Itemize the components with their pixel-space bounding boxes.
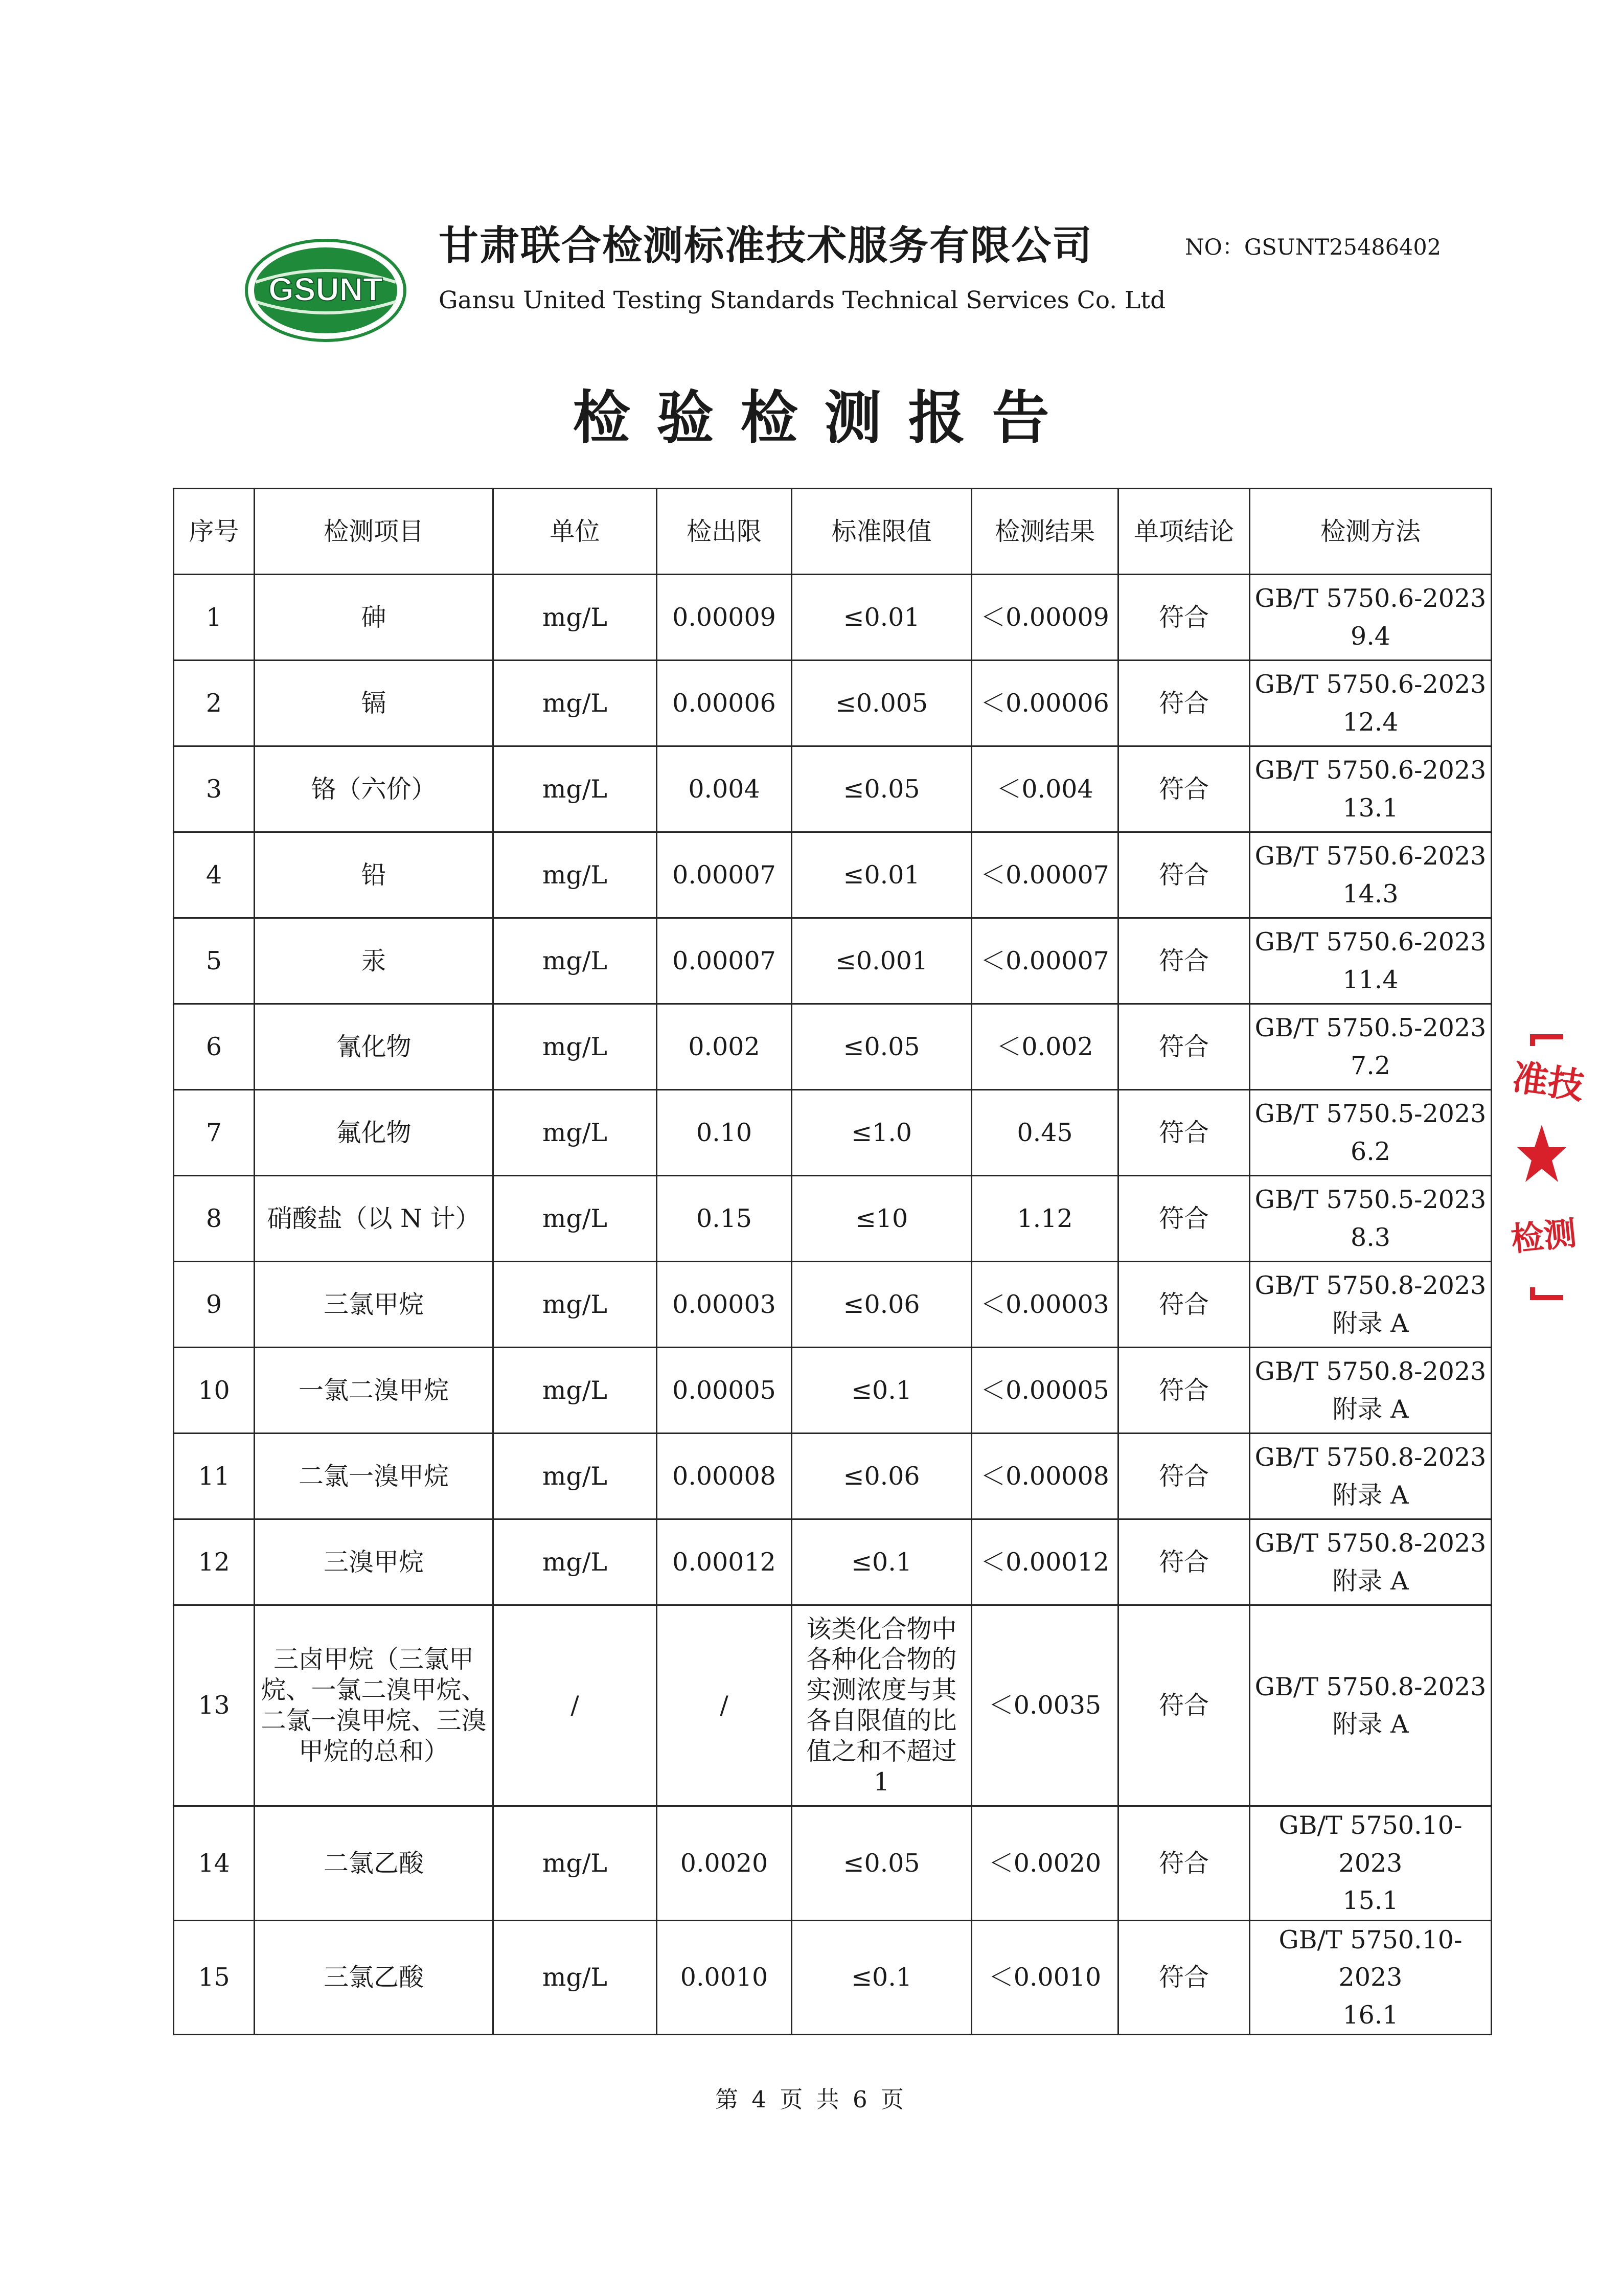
cell-no: 8	[174, 1176, 255, 1262]
cell-no: 14	[174, 1806, 255, 1921]
cell-limit: ≤0.01	[792, 575, 972, 661]
method-standard: GB/T 5750.6-2023	[1254, 670, 1487, 699]
cell-result: ＜0.0035	[972, 1605, 1118, 1806]
method-standard: GB/T 5750.8-2023	[1254, 1529, 1487, 1558]
cell-result: ＜0.004	[972, 746, 1118, 832]
method-clause: 12.4	[1342, 707, 1399, 737]
cell-conclusion: 符合	[1118, 575, 1250, 661]
cell-no: 3	[174, 746, 255, 832]
cell-limit: ≤0.05	[792, 746, 972, 832]
cell-method	[1250, 1176, 1492, 1262]
cell-method	[1250, 661, 1492, 746]
cell-unit: mg/L	[493, 1519, 657, 1605]
page-number: 第 4 页 共 6 页	[715, 2086, 907, 2113]
cell-no: 5	[174, 918, 255, 1004]
header-cell-lod: 检出限	[657, 489, 792, 575]
company-logo	[244, 238, 407, 343]
cell-conclusion: 符合	[1118, 746, 1250, 832]
header-cell-conclusion: 单项结论	[1118, 489, 1250, 575]
cell-conclusion: 符合	[1118, 1806, 1250, 1921]
cell-method	[1250, 1090, 1492, 1176]
cell-no: 1	[174, 575, 255, 661]
cell-item: 氰化物	[255, 1004, 493, 1090]
header-cell-limit: 标准限值	[792, 489, 972, 575]
method-clause: 6.2	[1351, 1136, 1390, 1166]
method-clause: 16.1	[1342, 2000, 1399, 2030]
cell-no: 7	[174, 1090, 255, 1176]
cell-method	[1250, 918, 1492, 1004]
cell-method	[1250, 1920, 1492, 2035]
cell-limit: ≤0.001	[792, 918, 972, 1004]
method-clause: 11.4	[1342, 965, 1399, 994]
cell-item: 硝酸盐（以 N 计）	[255, 1176, 493, 1262]
method-standard: GB/T 5750.10-2023	[1278, 1811, 1463, 1878]
method-standard: GB/T 5750.6-2023	[1254, 756, 1487, 785]
table-row	[174, 1176, 1492, 1262]
cell-limit: ≤0.06	[792, 1434, 972, 1519]
cell-lod: 0.00009	[657, 575, 792, 661]
cell-result: ＜0.00008	[972, 1434, 1118, 1519]
cell-method	[1250, 1519, 1492, 1605]
table-row	[174, 1348, 1492, 1434]
cell-result: ＜0.002	[972, 1004, 1118, 1090]
cell-method	[1250, 1605, 1492, 1806]
cell-method	[1250, 1434, 1492, 1519]
cell-conclusion: 符合	[1118, 1004, 1250, 1090]
cell-limit: ≤0.01	[792, 832, 972, 918]
table-row	[174, 918, 1492, 1004]
method-clause: 8.3	[1351, 1222, 1390, 1252]
table-header-row	[174, 489, 1492, 575]
cell-limit: ≤0.05	[792, 1806, 972, 1921]
cell-item: 二氯乙酸	[255, 1806, 493, 1921]
table-row	[174, 575, 1492, 661]
cell-method	[1250, 1806, 1492, 1921]
cell-method	[1250, 575, 1492, 661]
cell-unit: mg/L	[493, 832, 657, 918]
cell-unit: mg/L	[493, 1348, 657, 1434]
cell-conclusion: 符合	[1118, 1519, 1250, 1605]
cell-conclusion: 符合	[1118, 1920, 1250, 2035]
cell-limit: ≤0.1	[792, 1920, 972, 2035]
cell-unit: mg/L	[493, 1090, 657, 1176]
cell-limit: ≤0.1	[792, 1519, 972, 1605]
cell-conclusion: 符合	[1118, 1090, 1250, 1176]
cell-item: 镉	[255, 661, 493, 746]
table-row	[174, 746, 1492, 832]
cell-result: ＜0.00005	[972, 1348, 1118, 1434]
cell-result: ＜0.00012	[972, 1519, 1118, 1605]
cell-no: 13	[174, 1605, 255, 1806]
svg-text:准技: 准技	[1510, 1056, 1587, 1108]
report-title: 检验检测报告	[573, 385, 1076, 451]
header-cell-no: 序号	[174, 489, 255, 575]
cell-limit: ≤0.06	[792, 1262, 972, 1348]
cell-method	[1250, 1348, 1492, 1434]
table-row	[174, 1004, 1492, 1090]
cell-conclusion: 符合	[1118, 661, 1250, 746]
cell-item: 砷	[255, 575, 493, 661]
cell-method	[1250, 1262, 1492, 1348]
cell-item: 三卤甲烷（三氯甲烷、一氯二溴甲烷、二氯一溴甲烷、三溴甲烷的总和）	[255, 1605, 493, 1806]
cell-result: 0.45	[972, 1090, 1118, 1176]
cell-no: 10	[174, 1348, 255, 1434]
cell-lod: 0.00012	[657, 1519, 792, 1605]
method-clause: 附录 A	[1332, 1480, 1409, 1510]
cell-method	[1250, 832, 1492, 918]
cell-no: 11	[174, 1434, 255, 1519]
method-standard: GB/T 5750.6-2023	[1254, 927, 1487, 957]
cell-conclusion: 符合	[1118, 1176, 1250, 1262]
cell-lod: 0.00006	[657, 661, 792, 746]
cell-no: 6	[174, 1004, 255, 1090]
cell-unit: mg/L	[493, 1434, 657, 1519]
cell-lod: /	[657, 1605, 792, 1806]
cell-no: 15	[174, 1920, 255, 2035]
cell-unit: mg/L	[493, 1004, 657, 1090]
cell-result: ＜0.0010	[972, 1920, 1118, 2035]
cell-limit: ≤0.005	[792, 661, 972, 746]
method-standard: GB/T 5750.5-2023	[1254, 1185, 1487, 1214]
method-standard: GB/T 5750.10-2023	[1278, 1925, 1463, 1992]
cell-method	[1250, 1004, 1492, 1090]
cell-item: 氟化物	[255, 1090, 493, 1176]
table-body	[174, 575, 1492, 2035]
cell-limit: 该类化合物中各种化合物的实测浓度与其各自限值的比值之和不超过 1	[792, 1605, 972, 1806]
svg-text:GSUNT: GSUNT	[268, 271, 383, 308]
method-clause: 附录 A	[1332, 1566, 1409, 1596]
cell-unit: mg/L	[493, 1806, 657, 1921]
cell-item: 二氯一溴甲烷	[255, 1434, 493, 1519]
method-clause: 15.1	[1342, 1886, 1399, 1915]
table-row	[174, 1806, 1492, 1921]
header-cell-item: 检测项目	[255, 489, 493, 575]
table-row	[174, 1605, 1492, 1806]
method-clause: 附录 A	[1332, 1308, 1409, 1338]
cell-limit: ≤0.05	[792, 1004, 972, 1090]
cell-lod: 0.00003	[657, 1262, 792, 1348]
method-standard: GB/T 5750.5-2023	[1254, 1099, 1487, 1128]
cell-conclusion: 符合	[1118, 1434, 1250, 1519]
cell-unit: /	[493, 1605, 657, 1806]
cell-result: ＜0.00007	[972, 918, 1118, 1004]
results-table	[173, 488, 1492, 2035]
cell-result: ＜0.00007	[972, 832, 1118, 918]
header-cell-unit: 单位	[493, 489, 657, 575]
cell-method	[1250, 746, 1492, 832]
method-clause: 7.2	[1351, 1051, 1390, 1080]
method-clause: 附录 A	[1332, 1394, 1409, 1424]
cell-result: ＜0.00006	[972, 661, 1118, 746]
table-row	[174, 1434, 1492, 1519]
cell-unit: mg/L	[493, 1176, 657, 1262]
method-standard: GB/T 5750.6-2023	[1254, 842, 1487, 871]
cell-lod: 0.004	[657, 746, 792, 832]
method-standard: GB/T 5750.8-2023	[1254, 1672, 1487, 1701]
cell-lod: 0.00007	[657, 918, 792, 1004]
cell-item: 三溴甲烷	[255, 1519, 493, 1605]
cell-item: 铅	[255, 832, 493, 918]
cell-item: 汞	[255, 918, 493, 1004]
table-row	[174, 661, 1492, 746]
cell-item: 铬（六价）	[255, 746, 493, 832]
table-row	[174, 1262, 1492, 1348]
method-standard: GB/T 5750.6-2023	[1254, 584, 1487, 613]
table-row	[174, 1090, 1492, 1176]
cell-lod: 0.0010	[657, 1920, 792, 2035]
cell-unit: mg/L	[493, 1262, 657, 1348]
cell-lod: 0.002	[657, 1004, 792, 1090]
cell-limit: ≤0.1	[792, 1348, 972, 1434]
cell-lod: 0.00005	[657, 1348, 792, 1434]
cell-result: ＜0.00003	[972, 1262, 1118, 1348]
cell-result: ＜0.00009	[972, 575, 1118, 661]
table-row	[174, 1920, 1492, 2035]
cell-conclusion: 符合	[1118, 1348, 1250, 1434]
cell-conclusion: 符合	[1118, 832, 1250, 918]
method-clause: 14.3	[1342, 879, 1399, 908]
cell-no: 12	[174, 1519, 255, 1605]
method-standard: GB/T 5750.8-2023	[1254, 1357, 1487, 1386]
svg-text:检测: 检测	[1509, 1214, 1579, 1259]
cell-no: 4	[174, 832, 255, 918]
cell-unit: mg/L	[493, 661, 657, 746]
cell-limit: ≤10	[792, 1176, 972, 1262]
method-clause: 9.4	[1351, 621, 1390, 651]
cell-lod: 0.00007	[657, 832, 792, 918]
cell-conclusion: 符合	[1118, 1605, 1250, 1806]
cell-no: 9	[174, 1262, 255, 1348]
cell-lod: 0.0020	[657, 1806, 792, 1921]
cell-conclusion: 符合	[1118, 1262, 1250, 1348]
cell-lod: 0.15	[657, 1176, 792, 1262]
cell-item: 三氯乙酸	[255, 1920, 493, 2035]
method-clause: 附录 A	[1332, 1710, 1409, 1739]
star-icon	[1517, 1125, 1566, 1182]
company-name-en: Gansu United Testing Standards Technical Services Co. Ltd	[439, 286, 1166, 314]
cell-lod: 0.00008	[657, 1434, 792, 1519]
method-standard: GB/T 5750.5-2023	[1254, 1013, 1487, 1042]
cell-conclusion: 符合	[1118, 918, 1250, 1004]
cell-lod: 0.10	[657, 1090, 792, 1176]
method-standard: GB/T 5750.8-2023	[1254, 1271, 1487, 1300]
seal-stamp	[1509, 1033, 1587, 1304]
method-clause: 13.1	[1342, 793, 1399, 823]
header-cell-result: 检测结果	[972, 489, 1118, 575]
report-number: NO：GSUNT25486402	[1185, 235, 1442, 260]
company-name-cn: 甘肃联合检测标准技术服务有限公司	[439, 223, 1093, 269]
table-row	[174, 1519, 1492, 1605]
cell-unit: mg/L	[493, 1920, 657, 2035]
cell-item: 三氯甲烷	[255, 1262, 493, 1348]
cell-unit: mg/L	[493, 746, 657, 832]
header-cell-method: 检测方法	[1250, 489, 1492, 575]
cell-unit: mg/L	[493, 575, 657, 661]
cell-no: 2	[174, 661, 255, 746]
cell-result: ＜0.0020	[972, 1806, 1118, 1921]
cell-unit: mg/L	[493, 918, 657, 1004]
method-standard: GB/T 5750.8-2023	[1254, 1443, 1487, 1472]
table-row	[174, 832, 1492, 918]
cell-item: 一氯二溴甲烷	[255, 1348, 493, 1434]
cell-result: 1.12	[972, 1176, 1118, 1262]
cell-limit: ≤1.0	[792, 1090, 972, 1176]
